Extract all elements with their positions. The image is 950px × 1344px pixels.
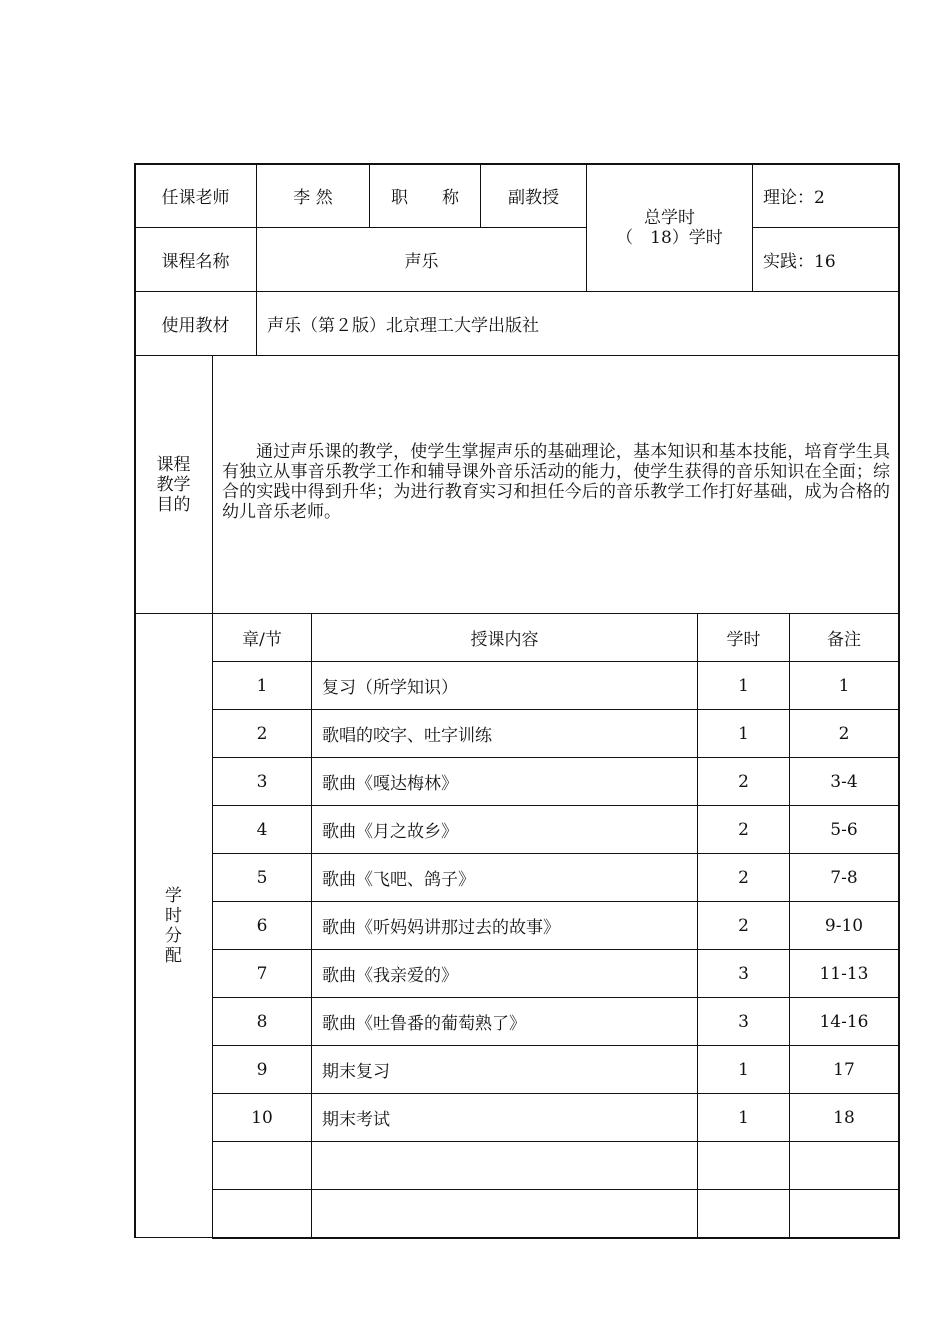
row-content: 歌曲《听妈妈讲那过去的故事》 <box>322 918 560 938</box>
purpose-label <box>135 356 212 613</box>
teacher-name: 李 然 <box>293 188 333 208</box>
row-chapter: 7 <box>256 963 268 984</box>
row-content: 歌曲《月之故乡》 <box>322 822 458 842</box>
total-hours-label: 总学时 <box>644 207 695 228</box>
row-hours <box>698 1190 789 1237</box>
row-notes <box>790 1142 898 1189</box>
row-notes: 7-8 <box>830 867 858 888</box>
row-notes: 18 <box>833 1107 855 1128</box>
row-hours <box>698 1142 789 1189</box>
row-notes: 11-13 <box>819 963 869 984</box>
col-header-chapter: 章/节 <box>242 630 282 650</box>
textbook-value: 声乐（第２版）北京理工大学出版社 <box>267 316 539 336</box>
schedule-label-line-1: 学 <box>165 885 182 906</box>
row-content: 期末复习 <box>322 1062 390 1082</box>
row-hours: 1 <box>738 675 749 696</box>
teacher-label: 任课老师 <box>161 188 230 208</box>
schedule-label-line-3: 分 <box>165 925 182 946</box>
row-content <box>312 1190 697 1237</box>
course-value: 声乐 <box>404 252 439 272</box>
row-hours: 1 <box>738 1059 749 1080</box>
row-content: 歌唱的咬字、吐字训练 <box>322 726 492 746</box>
row-chapter: 8 <box>256 1011 268 1032</box>
row-hours: 2 <box>738 819 749 840</box>
row-content: 歌曲《嘎达梅林》 <box>322 774 458 794</box>
row-notes: 14-16 <box>819 1011 869 1032</box>
practice-hours: 实践：16 <box>763 252 836 272</box>
textbook-label: 使用教材 <box>161 316 230 336</box>
col-header-content: 授课内容 <box>470 630 539 650</box>
row-notes: 3-4 <box>830 771 858 792</box>
col-header-hours: 学时 <box>726 630 761 650</box>
row-content: 歌曲《我亲爱的》 <box>322 966 458 986</box>
row-chapter: 2 <box>256 723 268 744</box>
schedule-label <box>135 614 212 1237</box>
row-notes <box>790 1190 898 1237</box>
title-label: 职 称 <box>391 188 459 208</box>
schedule-label-line-4: 配 <box>165 945 182 966</box>
row-chapter <box>213 1142 311 1189</box>
purpose-label-line-2: 教学 <box>156 474 191 495</box>
row-hours: 3 <box>738 963 749 984</box>
row-notes: 17 <box>833 1059 855 1080</box>
total-hours-value: （ 18）学时 <box>616 227 723 248</box>
purpose-label-line-3: 目的 <box>156 494 191 515</box>
row-chapter: 3 <box>256 771 268 792</box>
row-hours: 2 <box>738 867 749 888</box>
row-chapter <box>213 1190 311 1237</box>
row-chapter: 9 <box>256 1059 268 1080</box>
row-chapter: 6 <box>256 915 268 936</box>
row-content: 期末考试 <box>322 1110 390 1130</box>
row-content: 歌曲《吐鲁番的葡萄熟了》 <box>322 1014 526 1034</box>
row-chapter: 4 <box>256 819 268 840</box>
row-hours: 1 <box>738 723 749 744</box>
row-content: 复习（所学知识） <box>322 678 458 698</box>
course-label: 课程名称 <box>161 252 230 272</box>
purpose-text: 通过声乐课的教学，使学生掌握声乐的基础理论，基本知识和基本技能，培育学生具有独立从事音乐教学工作和辅导课外音乐活动的能力，使学生获得的音乐知识在全面；综合的实践中得到升华；为进行教育实习和担任今后的音乐教学工作打好基础，成为合格的幼儿音乐老师。 <box>222 442 890 522</box>
row-hours: 3 <box>738 1011 749 1032</box>
row-chapter: 1 <box>256 675 268 696</box>
row-hours: 2 <box>738 915 749 936</box>
total-hours <box>587 164 752 291</box>
schedule-label-line-2: 时 <box>165 905 182 926</box>
row-notes: 5-6 <box>830 819 858 840</box>
row-content: 歌曲《飞吧、鸽子》 <box>322 870 475 890</box>
row-notes: 1 <box>838 675 850 696</box>
col-header-notes: 备注 <box>827 630 861 650</box>
row-notes: 9-10 <box>824 915 864 936</box>
row-notes: 2 <box>838 723 850 744</box>
row-chapter: 10 <box>251 1107 273 1128</box>
row-content <box>312 1142 697 1189</box>
title-value: 副教授 <box>508 188 559 208</box>
row-hours: 1 <box>738 1107 749 1128</box>
theory-hours: 理论：2 <box>763 188 825 208</box>
purpose-label-line-1: 课程 <box>156 454 191 475</box>
row-hours: 2 <box>738 771 749 792</box>
row-chapter: 5 <box>256 867 268 888</box>
